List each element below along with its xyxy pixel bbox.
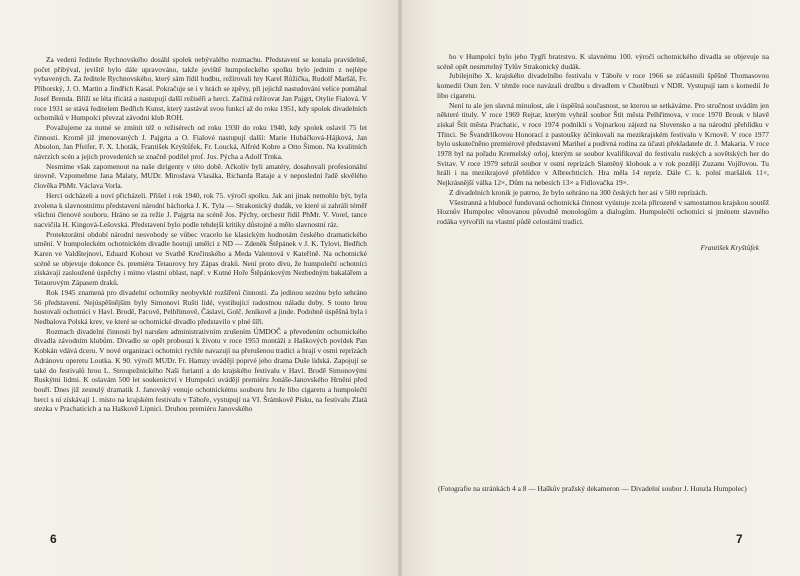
paragraph: Rozmach divadelní činnosti byl narušen administrativním zrušením ÚMDOČ a převedením ochotnického divadla závodním klubům. Divadlo se opět probouzí k životu v roce 1953 montáží z Haškových povídek Pan Kobkán vdává dceru. V nové organizaci ochotníci rychle navazují na přerušenou tradici a hrají v osmi reprízách Adránovu operetu Loutka. K 90. výročí MUDr. Fr. Hamzy uvádějí poprvé jeho drama Duše lidská. Zapojují se také do festivalů hrou L. Stroupežnického Naši furianti a do krajského festivalu v Havl. Brodě Simonovými Ruskými lidmi. K oslavám 500 let soukenictví v Humpolci uvádějí premiéru Jonáše-Janovského Hrnění před bouří. Dnes již zesnulý dramatik J. Janovský venuje ochotnickému souboru hru Je libo cigaretu a humpolečtí herci s ní získávají 1. místo na krajském festivalu v Táboře, vystupují na VI. Šrámkově Písku, na festivalu Zlatá stezka v Prachaticích a na Haškově Lipnici. Druhou premiéru Janovského bbox=[34, 326, 367, 414]
page-number: 7 bbox=[736, 532, 743, 546]
paragraph: Protektorátní období národní nesvobody se vůbec vracelo ke klasickým hodnotám českého dramatického umění. V humpoleckém ochotnickém divadle hostují umělci z ND — Zdeněk Štěpánek v J. K. Tylovi, Bedřich Karen ve Valdštejnovi, Eduard Kohout ve Svatbě Krečinského a Meda Valentová v Kateřině. Na ochotnické scéně se objevuje dokonce čs. premiéra Tetaurovy hry Zápas draků. Není proto divu, že humpolečtí ochotníci získávají zasloužené úspěchy i mimo vlastní oblast, např. v Kutné Hoře Štěpánkovým Nezbedným bakalářem a Tetaurovým Zápasem draků. bbox=[34, 229, 367, 288]
paragraph: Nesmíme však zapomenout na naše dirigenty v této době. Ačkoliv byli amatéry, dosahovali profesionální úrovně. Vzpomeňme Jana Malaty, MUDr. Miroslava Vlasáka, Richarda Rataje a v neposlední řadě skvělého člověka PhMr. Václava Vorla. bbox=[34, 161, 367, 191]
author-signature: František Kryštůfek bbox=[700, 242, 759, 252]
paragraph: Není tu ale jen slavná minulost, ale i úspěšná současnost, se kterou se setkáváme. Pro stručnost uvádím jen některé tituly. V roce 1969 Rejtar, kterým vyhrál soubor Štít města Pelhřimova, v roce 1970 Brouk v hlavě získal Štít města Prachatic, v roce 1974 podnikli s Vojnarkou zájezd na Slovensko a na národní přehlídku v Třinci. Se Švandrlíkovou Honorací z pastoušky účinkovali na mezikrajském festivalu v Krnově. V roce 1977 bylo uskutečněno premiérové představení Mariheí a podivná rodina za účasti překladatele dr. J. Makaria. V roce 1978 byl na pořadu Kremelský orloj, kterým se soubor kvalifikoval do festivalu ruských a sovětských her do Svitav. V roce 1979 sehrál soubor v osmi reprízách Slaměný klobouk a v rok později Zuzanu Vojířovou. Tu hráli i na mezikrajové přehlídce v Albrechticích. Hra měla 14 repríz. Dále C. k. polní maršálek 11×, Nejkrásnější válka 12×, Dům na nebesích 13× a Fidlovačka 19×. bbox=[437, 100, 769, 188]
left-page-text bbox=[34, 55, 367, 414]
paragraph: Jubilejního X. krajského divadelního festivalu v Táboře v roce 1966 se zúčastnili špěšně Thomasovou komedií Osm žen. V témže roce navázali družbu s divadlem v Chotěbuzi v NDR. Vystupují tam s komedií Je libo cigaretu. bbox=[437, 71, 769, 100]
paragraph: Všestranná a hlubocé fundovaná ochotnická činnost vyústuje zcela přirozeně v samostatnou krajskou soutěž Hoznův Humpolec věnovanou původně monologům a dialogům. Humpolečtí ochotníci si jménem slavného rodáka vytvořili na vlastní půdě celostátní tradici. bbox=[437, 197, 769, 226]
paragraph: Herci odcházeli a noví přicházeli. Přišel i rok 1940, rok 75. výročí spolku. Jak ani jinak nemohlo být, byla zvolena k slavnostnímu představení národní báchorka J. K. Tyla — Strakonický dudák, ve které si zahráli téměř všichni členové souboru. Hráno se za režie J. Pajgrta na scéně Jos. Pýchy, orchestr řídil PhMr. V. Vorel, tance nacvičila H. Kingová-Lešovská. Představení bylo podle tehdejší kritiky důstojné a mělo slavnostní ráz. bbox=[34, 190, 367, 229]
right-page bbox=[402, 0, 800, 576]
photo-caption: (Fotografie na stránkách 4 a 8 — Haškův pražský dekameron — Divadelní soubor J. Honzla Humpolec) bbox=[438, 484, 747, 493]
paragraph: Za vedení ředitele Rychnovského dosáhl spolek nebývalého rozmachu. Představení se konala pravidelně, počet přibýval, jeviště bylo dále upravováno, takže jeviště humpoleckého spolku bylo jedním z nejlépe vybavených. Za ředitele Rychnovského, který sám řídil hudbu, režírovali hry Karel Růžička, Rudolf Maršál, Fr. Příborský, J. O. Martin a Jindřich Kasal. Pokračuje se i v hrách se zpěvy, při jejichž nastudování velice pomáhal Josef Brenda. Blíží se léta třicátá a nastupují další režiséři a herci. Začíná režírovat Jan Pajgrt, Otylie Fialová. V roce 1931 se stává ředitelem Bedřich Kunst, který zastával svou funkci až do roku 1951, kdy spolek divadelních ochotníků v Humpolci převzal závodní klub ROH. bbox=[34, 55, 367, 123]
page-number: 6 bbox=[50, 532, 57, 546]
left-page bbox=[0, 0, 398, 576]
paragraph: ho v Humpolci bylo jeho Tygří bratrstvo. K slavnému 100. výročí ochotnického divadla se objevuje na scéně opět nesmrtelný Tylův Strakonický dudák. bbox=[437, 52, 769, 71]
paragraph: Považujeme za nutné se zmínit též o režisérech od roku 1930 do roku 1940, kdy spolek oslavil 75 let činnosti. Kromě již jmenovaných J. Pajgrta a O. Fialové nastupují další: Marie Hubáčková-Hájková, Jan Absolon, Jan Pfeifer, F. X. Lhoták, František Kryštůfek, Fr. Loucká, Alfréd Kobre a Otto Šimon. Na kvalitních návrzích scén a jejich provedeních se značně podílel prof. Jos. Pýcha a Adolf Trnka. bbox=[34, 122, 367, 162]
paragraph: Rok 1945 znamená pro divadelní ochotníky neobyvklé rozšíření činnosti. Za jedinou sezónu bylo sehráno 56 představení. Nejúspěšnějším byly Simonovi Rušti lidé, vystihující radostnou náladu doby. S touto hrou hostovali ochotníci v Havl. Brodě, Pacově, Pelhřimově, Čáslavi, Golč. Jeníkově a jinde. Podobně úspěšná byla i Nedbalova Polská krev, ve které se ochotnické divadlo představilo v plné šíři. bbox=[34, 287, 367, 326]
paragraph: Z divadelních kronik je patrno, že bylo sehráno na 300 českých her asi v 500 reprízách. bbox=[449, 187, 708, 197]
right-page-text bbox=[437, 52, 769, 252]
